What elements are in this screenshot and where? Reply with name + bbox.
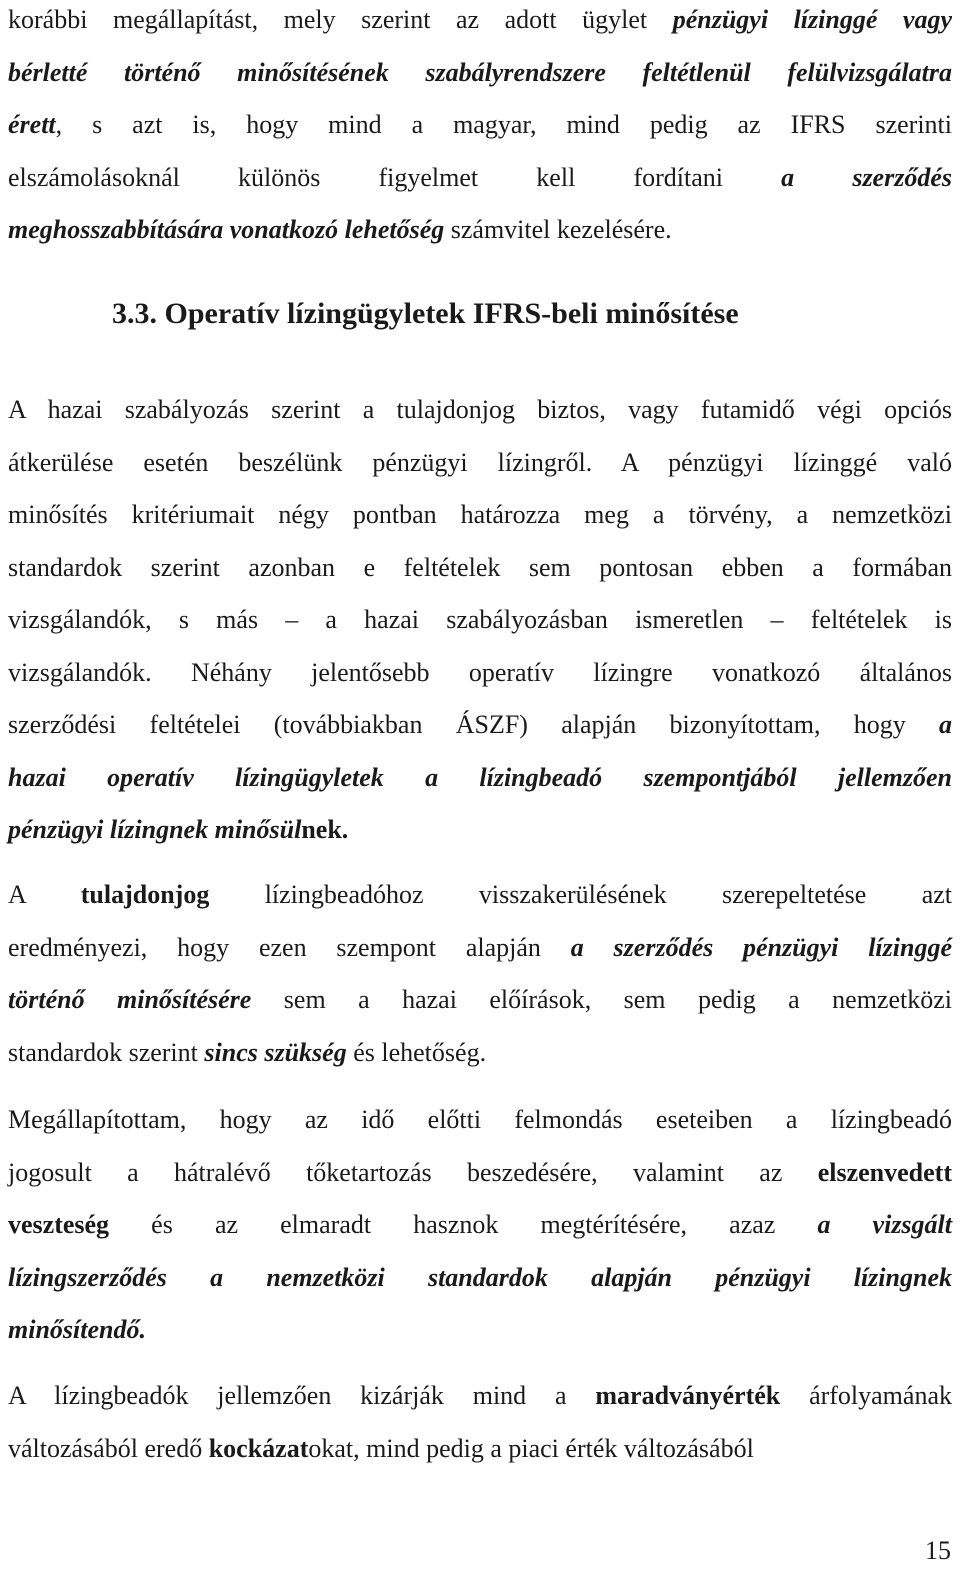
- body-text: Megállapítottam, hogy az idő előtti felmondás eseteiben a lízingbeadó: [8, 1105, 952, 1134]
- text-line: [8, 1252, 952, 1305]
- text-line: [8, 1199, 952, 1252]
- text-line: [8, 47, 952, 100]
- emphasis-text: a szerződés pénzügyi lízinggé: [570, 932, 952, 962]
- paragraph-residual-value: [8, 1370, 952, 1475]
- body-text: A lízingbeadók jellemzően kizárják mind a: [8, 1381, 596, 1410]
- text-line: [8, 869, 952, 922]
- text-line: [8, 647, 952, 700]
- text-line: [8, 542, 952, 595]
- emphasis-text: bérletté történő minősítésének szabályrendszere feltétlenül felülvizsgálatra: [8, 57, 952, 87]
- page-number: 15: [925, 1536, 951, 1565]
- text-line: [8, 384, 952, 437]
- body-text: sem a hazai előírások, sem pedig a nemzetközi: [251, 985, 952, 1014]
- paragraph-ownership: [8, 869, 952, 1079]
- body-text: szerződési feltételei (továbbiakban ÁSZF) alapján bizonyítottam, hogy: [8, 710, 939, 739]
- text-line: [8, 1370, 952, 1423]
- bold-text: maradványérték: [595, 1381, 781, 1410]
- text-line: [8, 1423, 952, 1476]
- body-text: jogosult a hátralévő tőketartozás beszedésére, valamint az: [8, 1157, 818, 1187]
- paragraph-intro: [8, 0, 952, 257]
- text-line: [8, 152, 952, 205]
- emphasis-text: lízingszerződés a nemzetközi standardok alapján pénzügyi lízingnek: [8, 1262, 952, 1292]
- bold-text: elszenvedett: [817, 1157, 952, 1187]
- emphasis-text: meghosszabbítására vonatkozó lehetőség: [8, 215, 445, 244]
- body-text: változásából eredő: [8, 1433, 209, 1463]
- body-text: vizsgálandók. Néhány jelentősebb operatív lízingre vonatkozó általános: [8, 657, 952, 687]
- emphasis-text: a: [939, 710, 952, 739]
- body-text: lízingbeadóhoz visszakerülésének szerepeltetése azt: [209, 880, 953, 909]
- text-line: [8, 99, 952, 152]
- text-line: [8, 1304, 952, 1357]
- text-line: [8, 489, 952, 542]
- paragraph-early-termination: [8, 1094, 952, 1357]
- body-text: minősítés kritériumait négy pontban határozza meg a törvény, a nemzetközi: [8, 500, 952, 529]
- text-line: [8, 699, 952, 752]
- body-text: és lehetőség.: [346, 1037, 487, 1067]
- emphasis-text: hazai operatív lízingügyletek a lízingbeadó szempontjából jellemzően: [8, 762, 952, 792]
- emphasis-text: pénzügyi lízinggé vagy: [672, 5, 953, 34]
- body-text: A hazai szabályozás szerint a tulajdonjog biztos, vagy futamidő végi opciós: [8, 395, 952, 424]
- text-line: [8, 1027, 952, 1080]
- emphasis-text: érett: [8, 110, 56, 139]
- body-text: számvitel kezelésére.: [444, 215, 672, 244]
- body-text: átkerülése esetén beszélünk pénzügyi lízingről. A pénzügyi lízinggé való: [8, 447, 952, 477]
- body-text: eredményezi, hogy ezen szempont alapján: [8, 932, 571, 962]
- emphasis-text: történő minősítésére: [8, 985, 252, 1014]
- text-line: [8, 752, 952, 805]
- emphasis-text: sincs szükség: [204, 1037, 347, 1067]
- bold-text: tulajdonjog: [80, 880, 210, 909]
- emphasis-text: pénzügyi lízingnek minősül: [8, 815, 302, 844]
- text-line: [8, 437, 952, 490]
- paragraph-ifrs-classification: [8, 384, 952, 857]
- body-text: standardok szerint: [8, 1037, 205, 1067]
- text-line: [8, 1147, 952, 1200]
- emphasis-text: minősítendő.: [8, 1315, 146, 1344]
- text-line: [8, 594, 952, 647]
- body-text: , s azt is, hogy mind a magyar, mind pedig az IFRS szerinti: [55, 110, 952, 139]
- body-text: elszámolásoknál különös figyelmet kell fordítani: [8, 162, 782, 192]
- body-text: korábbi megállapítást, mely szerint az adott ügylet: [8, 5, 673, 34]
- section-heading: 3.3. Operatív lízingügyletek IFRS-beli minősítése: [112, 297, 739, 330]
- bold-text: kockázat: [208, 1433, 309, 1463]
- bold-text: veszteség: [8, 1210, 110, 1239]
- body-text: és az elmaradt hasznok megtérítésére, azaz: [109, 1210, 818, 1239]
- body-text: standardok szerint azonban e feltételek sem pontosan ebben a formában: [8, 552, 952, 582]
- text-line: [8, 922, 952, 975]
- text-line: [8, 204, 952, 257]
- text-line: [8, 0, 952, 47]
- text-line: [8, 804, 952, 857]
- text-line: [8, 974, 952, 1027]
- text-line: [8, 1094, 952, 1147]
- body-text: vizsgálandók, s más – a hazai szabályozásban ismeretlen – feltételek is: [8, 605, 952, 634]
- body-text: A: [8, 880, 81, 909]
- body-text: okat, mind pedig a piaci érték változásából: [308, 1433, 754, 1463]
- bold-text: nek.: [301, 815, 349, 844]
- body-text: árfolyamának: [780, 1381, 952, 1410]
- emphasis-text: a vizsgált: [817, 1210, 952, 1239]
- emphasis-text: a szerződés: [781, 162, 952, 192]
